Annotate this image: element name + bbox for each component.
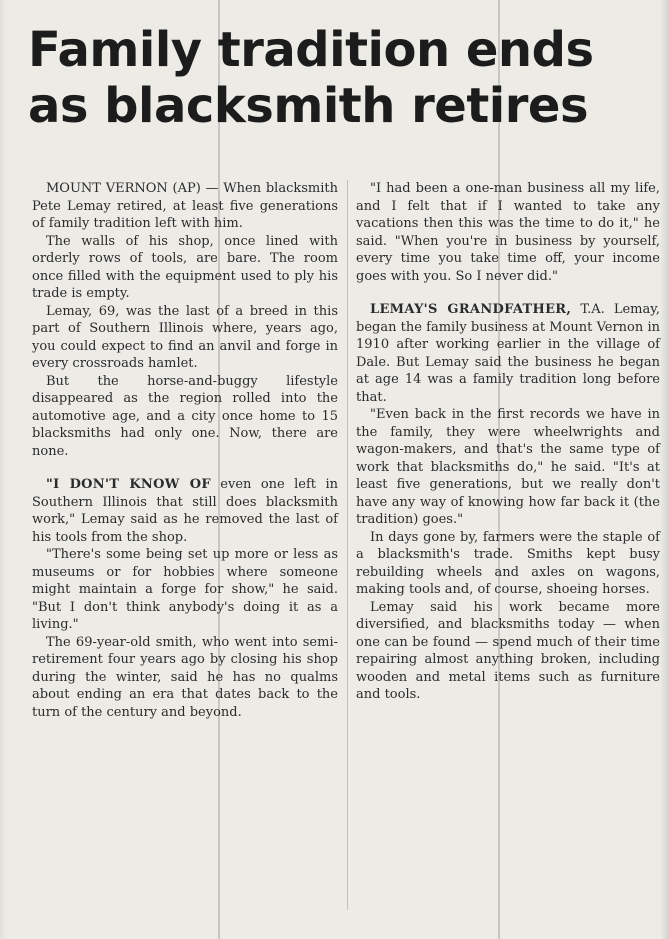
article-column-right xyxy=(356,180,660,704)
paragraph-text: T.A. Lemay, began the family business at Mount Vernon in 1910 after working earlier in the village of Dale. But Lemay said the business he began at age 14 was a family tradition long before that. xyxy=(356,302,660,405)
paragraph: But the horse-and-buggy lifestyle disappeared as the region rolled into the automotive age, and a city once home to 15 blacksmiths had only one. Now, there are none. xyxy=(32,373,338,459)
paragraph: MOUNT VERNON (AP) — When blacksmith Pete Lemay retired, at least five generations of family tradition left with him. xyxy=(32,181,338,231)
paragraph: "There's some being set up more or less as museums or for hobbies where someone might maintain a forge for show," he said. "But I don't think anybody's doing it as a living." xyxy=(32,547,338,632)
column-divider xyxy=(347,180,348,910)
paragraph: Lemay, 69, was the last of a breed in this part of Southern Illinois where, years ago, you could expect to find an anvil and forge in every crossroads hamlet. xyxy=(32,303,338,371)
subhead-lead: "I DON'T KNOW OF xyxy=(46,477,211,492)
paragraph: The 69-year-old smith, who went into semi-retirement four years ago by closing his shop during the winter, said he has no qualms about ending an era that dates back to the turn of the century and beyond. xyxy=(32,634,338,720)
paragraph: Lemay said his work became more diversified, and blacksmiths today — when one can be found — spend much of their time repairing almost anything broken, including wooden and metal items such as furniture and tools. xyxy=(356,599,660,702)
paragraph xyxy=(356,301,660,406)
headline xyxy=(28,22,648,134)
subhead-lead: LEMAY'S GRANDFATHER, xyxy=(370,302,572,317)
paragraph: "I had been a one-man business all my life, and I felt that if I wanted to take any vacations then this was the time to do it," he said. "When you're in business by yourself, every time you take time off, your income goes with you. So I never did." xyxy=(356,181,660,284)
paragraph xyxy=(32,476,338,546)
paragraph: "Even back in the first records we have in the family, they were wheelwrights and wagon-makers, and that's the same type of work that blacksmiths do," he said. "It's at least five generations, but we really don't have any way of knowing how far back it (the tradition) goes." xyxy=(356,407,660,527)
paragraph: The walls of his shop, once lined with orderly rows of tools, are bare. The room once filled with the equipment used to ply his trade is empty. xyxy=(32,233,338,301)
article-column-left xyxy=(32,180,338,721)
headline-line-1: Family tradition ends xyxy=(28,22,594,78)
paragraph-text: even one left in Southern Illinois that still does blacksmith work," Lemay said as he removed the last of his tools from the shop. xyxy=(32,477,338,545)
paragraph: In days gone by, farmers were the staple of a blacksmith's trade. Smiths kept busy rebuilding wheels and axles on wagons, making tools and, of course, shoeing horses. xyxy=(356,529,660,597)
headline-line-2: as blacksmith retires xyxy=(28,78,589,134)
